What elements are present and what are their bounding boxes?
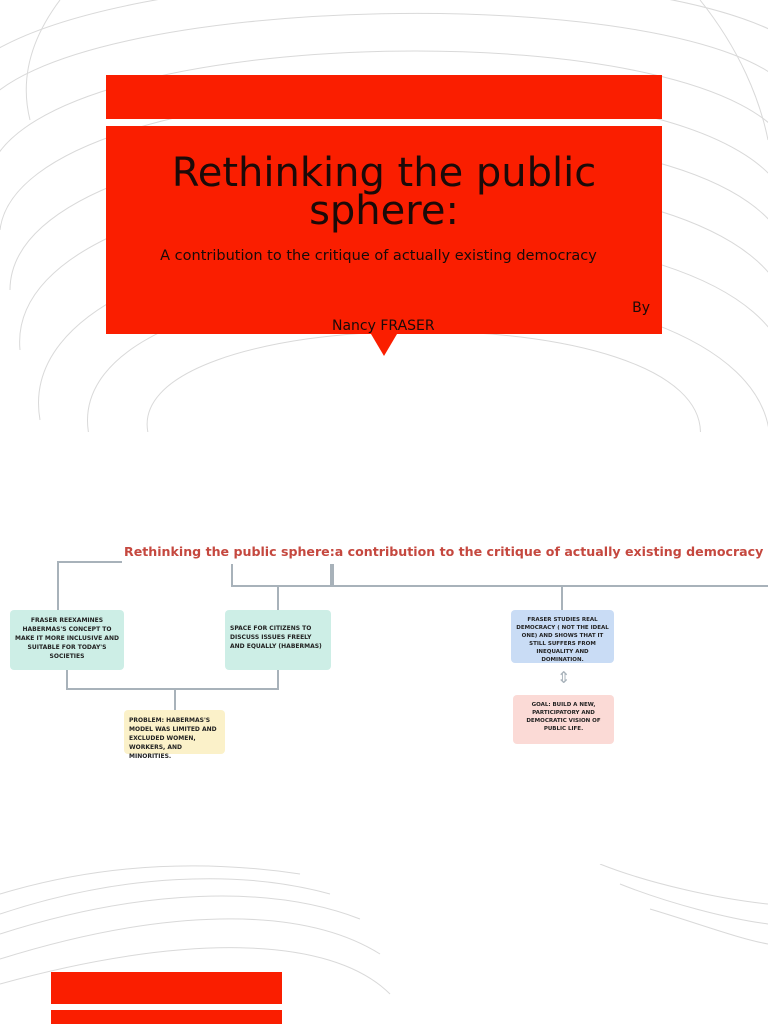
up-down-arrow-icon: ⇕ (557, 668, 571, 687)
node-goal: GOAL: BUILD A NEW, PARTICIPATORY AND DEMOCRATIC VISION OF PUBLIC LIFE. (513, 695, 614, 744)
node-space-for-citizens: SPACE FOR CITIZENS TO DISCUSS ISSUES FREELY AND EQUALLY (HABERMAS) (225, 610, 331, 670)
author-name: Nancy FRASER (332, 318, 435, 334)
slide-subtitle: A contribution to the critique of actually existing democracy (160, 248, 597, 264)
concept-map-title: Rethinking the public sphere:a contribution to the critique of actually existing democracy (124, 544, 764, 559)
slide-title-text: Rethinking the public sphere: (171, 150, 597, 234)
bottom-header-bar (51, 972, 282, 1004)
node-problem: PROBLEM: HABERMAS'S MODEL WAS LIMITED AND EXCLUDED WOMEN, WORKERS, AND MINORITIES. (124, 710, 225, 754)
slide-concept-map (0, 432, 768, 864)
slide-title (0, 0, 768, 432)
header-bar (106, 75, 662, 119)
node-fraser-reexamines: FRASER REEXAMINES HABERMAS'S CONCEPT TO MAKE IT MORE INCLUSIVE AND SUITABLE FOR TODAY'S SOCIETIES (10, 610, 124, 670)
slide-next (0, 864, 768, 1024)
by-label: By (632, 300, 650, 316)
pointer-triangle (371, 334, 397, 356)
title-box (106, 126, 662, 334)
node-real-democracy: FRASER STUDIES REAL DEMOCRACY ( NOT THE IDEAL ONE) AND SHOWS THAT IT STILL SUFFERS FROM INEQUALITY AND DOMINATION. (511, 610, 614, 663)
bottom-title-box (51, 1010, 282, 1024)
